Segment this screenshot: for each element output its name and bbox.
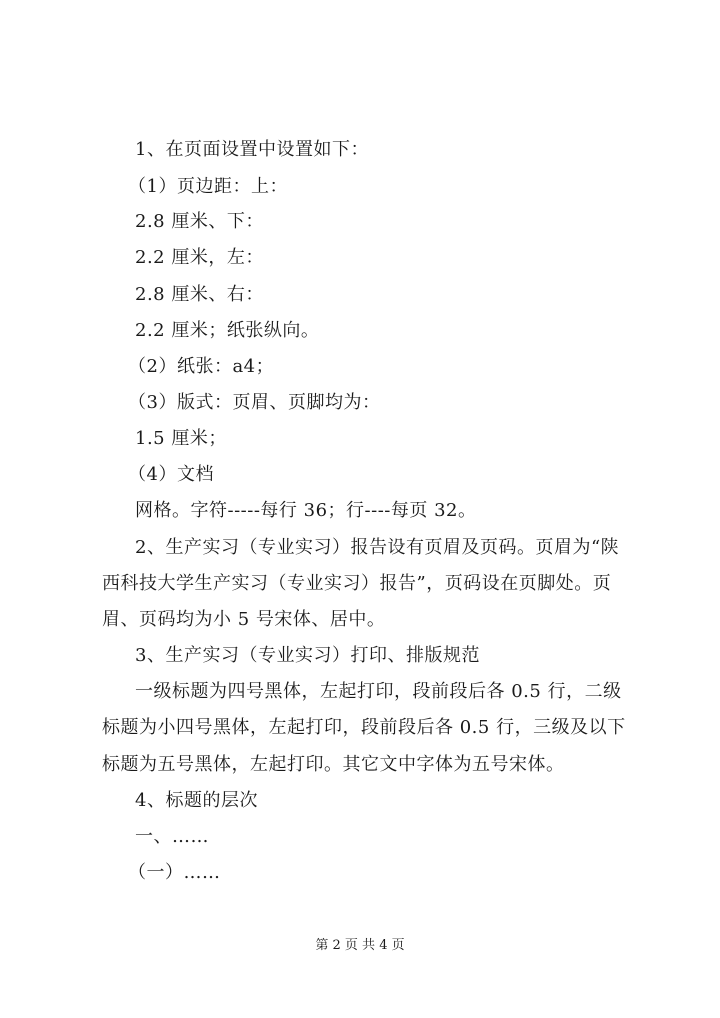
- text-line: 网格。字符-----每行 36；行----每页 32。: [135, 500, 477, 521]
- text-line: 眉、页码均为小 5 号宋体、居中。: [102, 609, 386, 630]
- text-line: （2）纸张：a4；: [128, 356, 275, 377]
- text-line: 1.5 厘米；: [135, 428, 227, 449]
- text-line: 一级标题为四号黑体，左起打印，段前段后各 0.5 行，二级: [135, 681, 622, 702]
- text-line: 2.2 厘米，左：: [135, 247, 264, 268]
- text-line: 1、在页面设置中设置如下：: [135, 139, 369, 160]
- page-number-footer: 第 2 页 共 4 页: [315, 938, 405, 953]
- text-line: （1）页边距：上：: [128, 176, 288, 197]
- text-line: 标题为小四号黑体，左起打印，段前段后各 0.5 行，三级及以下: [102, 717, 626, 738]
- text-line: 一、……: [135, 826, 209, 847]
- text-line: 2.8 厘米、右：: [135, 284, 264, 305]
- text-line: 3、生产实习（专业实习）打印、排版规范: [135, 645, 480, 666]
- text-line: （3）版式：页眉、页脚均为：: [128, 392, 381, 413]
- text-line: 2.8 厘米、下：: [135, 211, 264, 232]
- text-line: 4、标题的层次: [135, 790, 258, 811]
- text-line: （一）……: [128, 862, 221, 883]
- text-line: 标题为五号黑体，左起打印。其它文中字体为五号宋体。: [102, 754, 565, 775]
- text-line: 西科技大学生产实习（专业实习）报告”，页码设在页脚处。页: [102, 573, 612, 594]
- text-line: （4）文档: [128, 464, 214, 485]
- text-line: 2.2 厘米；纸张纵向。: [135, 320, 320, 341]
- text-line: 2、生产实习（专业实习）报告设有页眉及页码。页眉为“陕: [135, 537, 620, 558]
